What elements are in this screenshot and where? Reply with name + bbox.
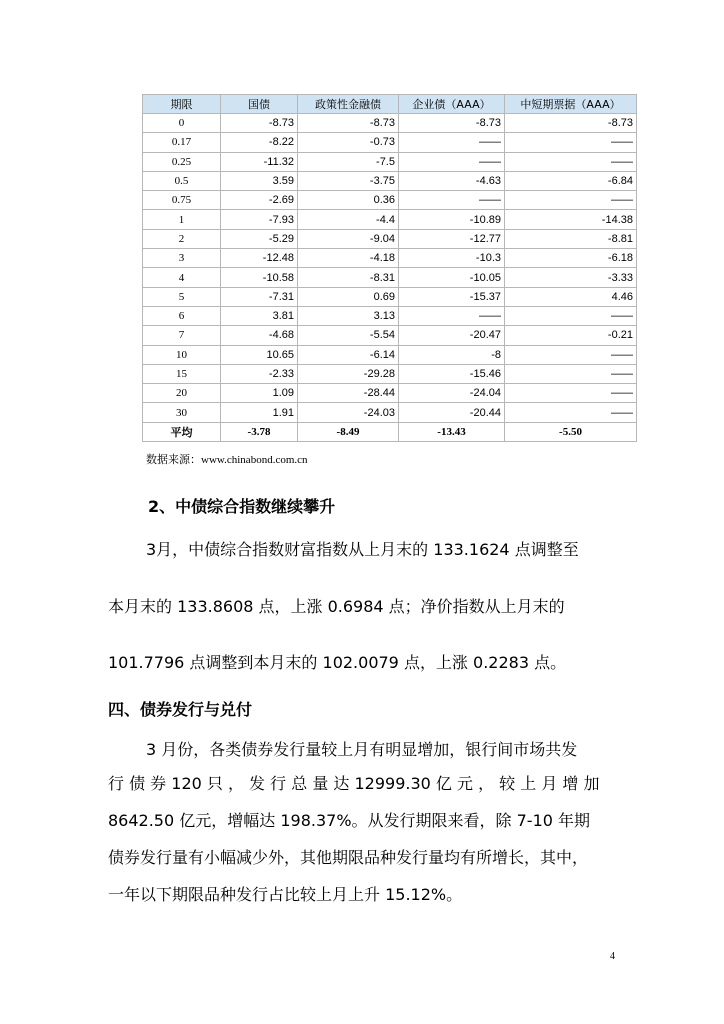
term-cell: 10 bbox=[143, 345, 221, 364]
value-cell: -0.21 bbox=[505, 326, 637, 345]
yield-change-table bbox=[142, 94, 637, 442]
table-header-row bbox=[143, 95, 637, 114]
value-cell: -10.58 bbox=[221, 268, 298, 287]
value-cell: -20.44 bbox=[399, 403, 505, 422]
value-cell: —— bbox=[505, 191, 637, 210]
header-term: 期限 bbox=[143, 95, 221, 114]
average-value: -8.49 bbox=[298, 422, 399, 441]
header-policy-bank: 政策性金融债 bbox=[298, 95, 399, 114]
section-4-line-5: 一年以下期限品种发行占比较上月上升 15.12%。 bbox=[108, 885, 463, 904]
term-cell: 0.5 bbox=[143, 171, 221, 190]
value-cell: —— bbox=[505, 133, 637, 152]
table-row bbox=[143, 210, 637, 229]
value-cell: -8 bbox=[399, 345, 505, 364]
value-cell: -4.63 bbox=[399, 171, 505, 190]
table-row bbox=[143, 326, 637, 345]
value-cell: -0.73 bbox=[298, 133, 399, 152]
value-cell: -24.04 bbox=[399, 384, 505, 403]
value-cell: 10.65 bbox=[221, 345, 298, 364]
average-value: -3.78 bbox=[221, 422, 298, 441]
value-cell: -8.73 bbox=[505, 114, 637, 133]
term-cell: 30 bbox=[143, 403, 221, 422]
value-cell: -8.73 bbox=[399, 114, 505, 133]
table-row bbox=[143, 133, 637, 152]
value-cell: —— bbox=[505, 345, 637, 364]
value-cell: 4.46 bbox=[505, 287, 637, 306]
table-row bbox=[143, 191, 637, 210]
term-cell: 0.17 bbox=[143, 133, 221, 152]
value-cell: -6.84 bbox=[505, 171, 637, 190]
value-cell: -7.5 bbox=[298, 152, 399, 171]
value-cell: 3.81 bbox=[221, 306, 298, 325]
section-2-line-2: 本月末的 133.8608 点，上涨 0.6984 点；净价指数从上月末的 bbox=[108, 597, 565, 616]
table-row bbox=[143, 152, 637, 171]
value-cell: -10.3 bbox=[399, 249, 505, 268]
header-treasury: 国债 bbox=[221, 95, 298, 114]
term-cell: 0.25 bbox=[143, 152, 221, 171]
header-notes: 中短期票据（AAA） bbox=[505, 95, 637, 114]
table-row bbox=[143, 306, 637, 325]
page-number: 4 bbox=[610, 951, 615, 962]
table-row bbox=[143, 268, 637, 287]
value-cell: -2.69 bbox=[221, 191, 298, 210]
term-cell: 7 bbox=[143, 326, 221, 345]
value-cell: -8.31 bbox=[298, 268, 399, 287]
value-cell: -29.28 bbox=[298, 364, 399, 383]
term-cell: 0.75 bbox=[143, 191, 221, 210]
value-cell: -28.44 bbox=[298, 384, 399, 403]
value-cell: 3.59 bbox=[221, 171, 298, 190]
value-cell: 1.09 bbox=[221, 384, 298, 403]
value-cell: -6.18 bbox=[505, 249, 637, 268]
value-cell: -11.32 bbox=[221, 152, 298, 171]
table-row bbox=[143, 229, 637, 248]
value-cell: —— bbox=[505, 403, 637, 422]
table-row bbox=[143, 249, 637, 268]
value-cell: -5.29 bbox=[221, 229, 298, 248]
value-cell: -2.33 bbox=[221, 364, 298, 383]
value-cell: 0.69 bbox=[298, 287, 399, 306]
value-cell: 1.91 bbox=[221, 403, 298, 422]
value-cell: -15.37 bbox=[399, 287, 505, 306]
value-cell: -8.73 bbox=[298, 114, 399, 133]
value-cell: -8.81 bbox=[505, 229, 637, 248]
value-cell: -15.46 bbox=[399, 364, 505, 383]
value-cell: -5.54 bbox=[298, 326, 399, 345]
value-cell: -9.04 bbox=[298, 229, 399, 248]
section-4-line-3: 8642.50 亿元，增幅达 198.37%。从发行期限来看，除 7-10 年期 bbox=[108, 811, 591, 830]
header-corporate: 企业债（AAA） bbox=[399, 95, 505, 114]
value-cell: -4.4 bbox=[298, 210, 399, 229]
average-label: 平均 bbox=[143, 422, 221, 441]
value-cell: -12.77 bbox=[399, 229, 505, 248]
value-cell: -4.68 bbox=[221, 326, 298, 345]
value-cell: 3.13 bbox=[298, 306, 399, 325]
value-cell: -4.18 bbox=[298, 249, 399, 268]
term-cell: 2 bbox=[143, 229, 221, 248]
value-cell: -8.73 bbox=[221, 114, 298, 133]
value-cell: —— bbox=[399, 306, 505, 325]
section-2-line-1: 3月，中债综合指数财富指数从上月末的 133.1624 点调整至 bbox=[146, 540, 579, 559]
term-cell: 6 bbox=[143, 306, 221, 325]
table-row bbox=[143, 364, 637, 383]
value-cell: —— bbox=[505, 306, 637, 325]
yield-change-table-container bbox=[142, 94, 636, 442]
term-cell: 3 bbox=[143, 249, 221, 268]
average-value: -5.50 bbox=[505, 422, 637, 441]
value-cell: -6.14 bbox=[298, 345, 399, 364]
value-cell: -20.47 bbox=[399, 326, 505, 345]
average-value: -13.43 bbox=[399, 422, 505, 441]
section-4-heading: 四、债券发行与兑付 bbox=[108, 700, 253, 719]
table-row bbox=[143, 287, 637, 306]
value-cell: —— bbox=[399, 133, 505, 152]
table-row bbox=[143, 384, 637, 403]
value-cell: -24.03 bbox=[298, 403, 399, 422]
table-row bbox=[143, 114, 637, 133]
value-cell: 0.36 bbox=[298, 191, 399, 210]
value-cell: -7.31 bbox=[221, 287, 298, 306]
term-cell: 4 bbox=[143, 268, 221, 287]
value-cell: -12.48 bbox=[221, 249, 298, 268]
value-cell: —— bbox=[505, 364, 637, 383]
value-cell: —— bbox=[505, 152, 637, 171]
value-cell: -14.38 bbox=[505, 210, 637, 229]
value-cell: -10.05 bbox=[399, 268, 505, 287]
term-cell: 15 bbox=[143, 364, 221, 383]
table-row bbox=[143, 345, 637, 364]
term-cell: 5 bbox=[143, 287, 221, 306]
section-2-line-3: 101.7796 点调整到本月末的 102.0079 点，上涨 0.2283 点。 bbox=[108, 653, 567, 672]
value-cell: —— bbox=[399, 191, 505, 210]
table-row bbox=[143, 403, 637, 422]
term-cell: 20 bbox=[143, 384, 221, 403]
value-cell: —— bbox=[399, 152, 505, 171]
table-row bbox=[143, 171, 637, 190]
average-row bbox=[143, 422, 637, 441]
section-4-line-4: 债券发行量有小幅减少外，其他期限品种发行量均有所增长，其中， bbox=[108, 848, 589, 867]
data-source-note: 数据来源：www.chinabond.com.cn bbox=[146, 454, 308, 466]
value-cell: -3.33 bbox=[505, 268, 637, 287]
section-2-heading: 2、中债综合指数继续攀升 bbox=[148, 497, 336, 516]
value-cell: —— bbox=[505, 384, 637, 403]
term-cell: 0 bbox=[143, 114, 221, 133]
value-cell: -3.75 bbox=[298, 171, 399, 190]
value-cell: -7.93 bbox=[221, 210, 298, 229]
value-cell: -8.22 bbox=[221, 133, 298, 152]
section-4-line-1: 3 月份，各类债券发行量较上月有明显增加，银行间市场共发 bbox=[146, 740, 578, 759]
section-4-line-2: 行 债 券 120 只 ， 发 行 总 量 达 12999.30 亿 元 ， 较 上 月 增 加 bbox=[108, 774, 600, 793]
value-cell: -10.89 bbox=[399, 210, 505, 229]
term-cell: 1 bbox=[143, 210, 221, 229]
